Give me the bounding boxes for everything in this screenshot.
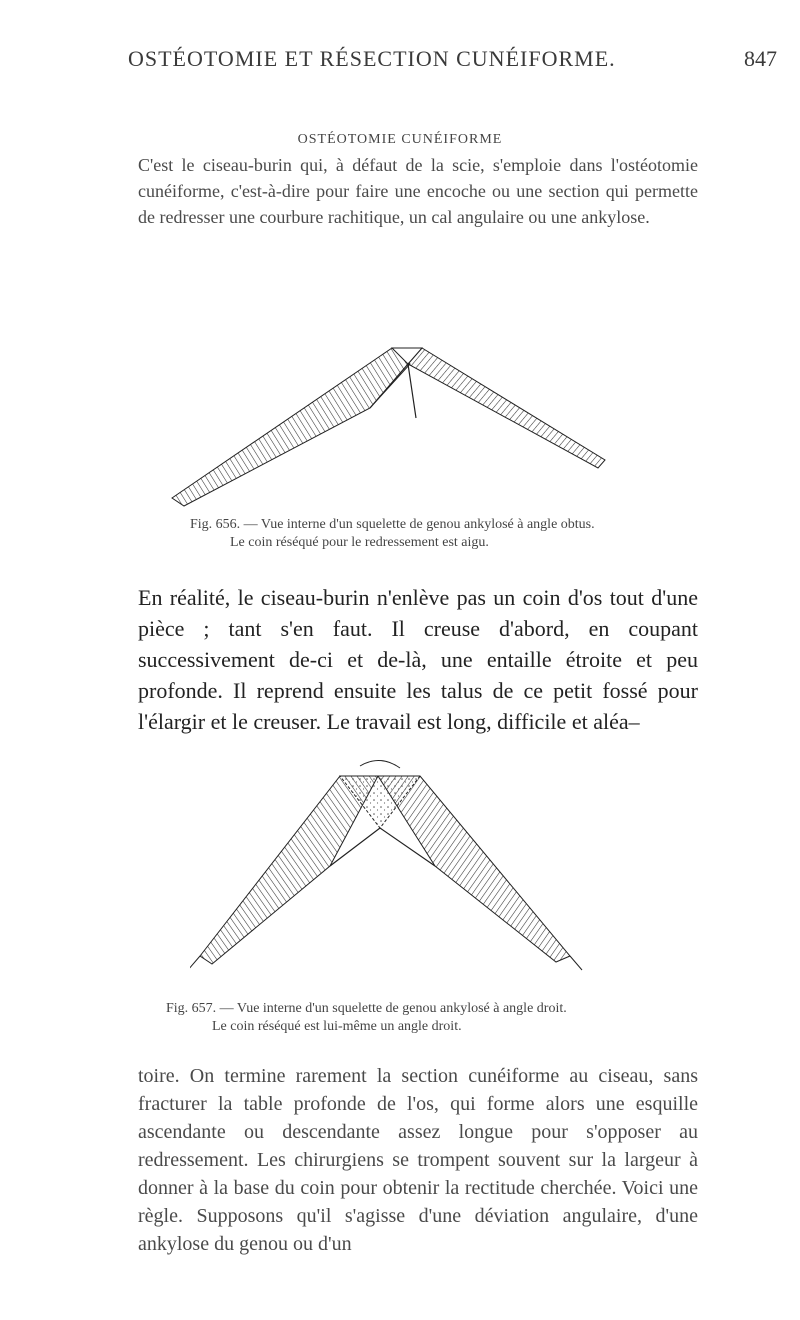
figure-657-caption <box>166 1000 567 1036</box>
running-head <box>0 46 800 86</box>
figure-657-caption-line-1: Fig. 657. — Vue interne d'un squelette de genou ankylosé à angle droit. <box>166 1001 567 1016</box>
paragraph-body-1: En réalité, le ciseau-burin n'enlève pas un coin d'os tout d'une pièce ; tant s'en faut. Il creuse d'abord, en coupant successivement de-ci et de-là, une entaille étroite et peu profonde. Il reprend ensuite les talus de ce petit fossé pour l'élargir et le creuser. Le travail est long, difficile et aléa– <box>138 585 698 734</box>
paragraph-intro: C'est le ciseau-burin qui, à défaut de la scie, s'emploie dans l'ostéotomie cunéiforme, c'est-à-dire pour faire une encoche ou une section qui permette de redresser une courbure rachitique, un cal angulaire ou une ankylose. <box>138 155 698 227</box>
paragraph-body-2: toire. On termine rarement la section cunéiforme au ciseau, sans fracturer la table profonde de l'os, qui forme alors une esquille ascendante ou descendante assez longue pour s'opposer au redressement. Les chirurgiens se trompent souvent sur la largeur à donner à la base du coin pour obtenir la rectitude cherchée. Voici une règle. Supposons qu'il s'agisse d'une déviation angulaire, d'une ankylose du genou ou d'un <box>138 1065 698 1255</box>
femur-shaft <box>172 348 410 506</box>
tibia-shaft <box>378 776 570 962</box>
tibia-shaft <box>408 348 605 468</box>
section-title: OSTÉOTOMIE CUNÉIFORME <box>297 132 503 147</box>
figure-656-illustration <box>160 338 640 508</box>
figure-657-caption-line-2: Le coin réséqué est lui-même un angle droit. <box>212 1019 462 1034</box>
figure-656-caption-line-1: Fig. 656. — Vue interne d'un squelette de genou ankylosé à angle obtus. <box>190 517 595 532</box>
figure-656-caption-line-2: Le coin réséqué pour le redressement est aigu. <box>230 535 489 550</box>
figure-656-caption <box>190 516 595 552</box>
femur-shaft <box>200 776 378 964</box>
figure-657-illustration <box>190 756 610 974</box>
page-number: 847 <box>744 46 777 71</box>
running-head-title: OSTÉOTOMIE ET RÉSECTION CUNÉIFORME. <box>128 46 616 71</box>
